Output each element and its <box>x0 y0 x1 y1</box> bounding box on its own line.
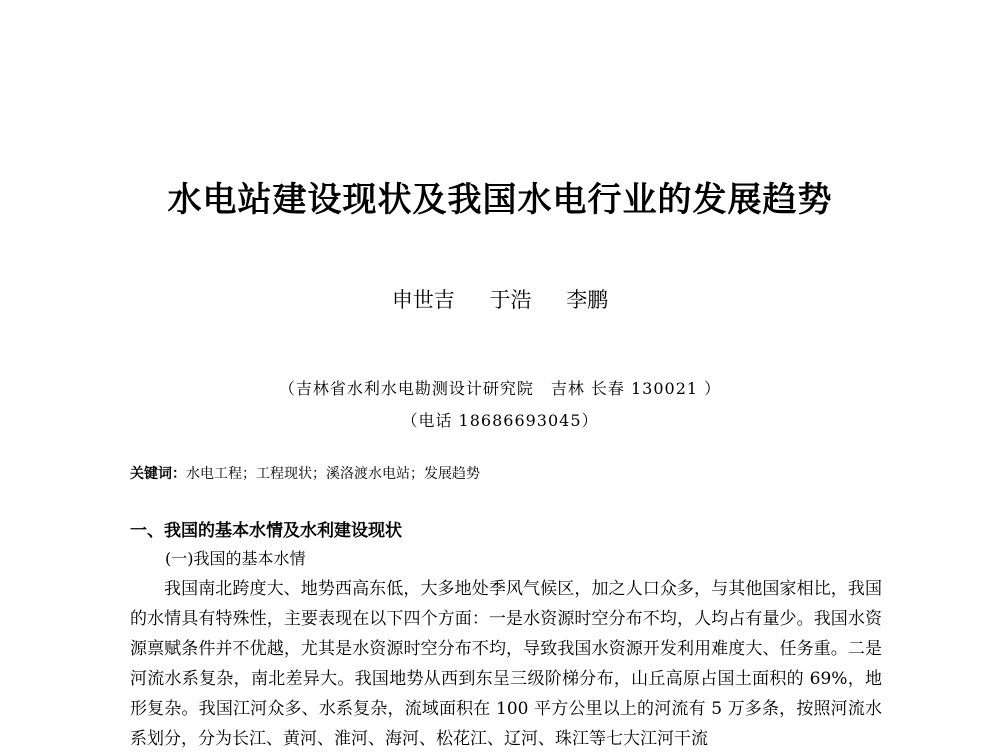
author-list <box>0 284 1000 314</box>
subsection-heading: (一)我国的基本水情 <box>165 549 306 568</box>
paper-title: 水电站建设现状及我国水电行业的发展趋势 <box>167 180 833 220</box>
author-name: 李鹏 <box>566 288 609 312</box>
author-name: 申世吉 <box>391 288 455 312</box>
author-affiliation: （吉林省水利水电勘测设计研究院 吉林 长春 130021 ） <box>278 379 722 398</box>
body-paragraph: 我国南北跨度大、地势西高东低，大多地处季风气候区，加之人口众多，与其他国家相比，我国的水情具有特殊性，主要表现在以下四个方面：一是水资源时空分布不均，人均占有量少。我国水资源禀赋条件并不优越，尤其是水资源时空分布不均，导致我国水资源开发利用难度大、任务重。二是河流水系复杂，南北差异大。我国地势从西到东呈三级阶梯分布，山丘高原占国土面积的 69%，地形复杂。我国江河众多、水系复杂，流域面积在 100 平方公里以上的河流有 5 万多条，按照河流水系划分，分为长江、黄河、淮河、海河、松花江、辽河、珠江等七大江河干流 <box>130 579 882 749</box>
author-name: 于浩 <box>489 288 532 312</box>
contact-phone: （电话 18686693045） <box>401 411 599 430</box>
keywords-line <box>130 463 480 483</box>
section-heading: 一、我国的基本水情及水利建设现状 <box>130 521 402 541</box>
keywords-text: 水电工程；工程现状；溪洛渡水电站；发展趋势 <box>186 466 480 482</box>
keywords-label: 关键词： <box>130 466 186 482</box>
